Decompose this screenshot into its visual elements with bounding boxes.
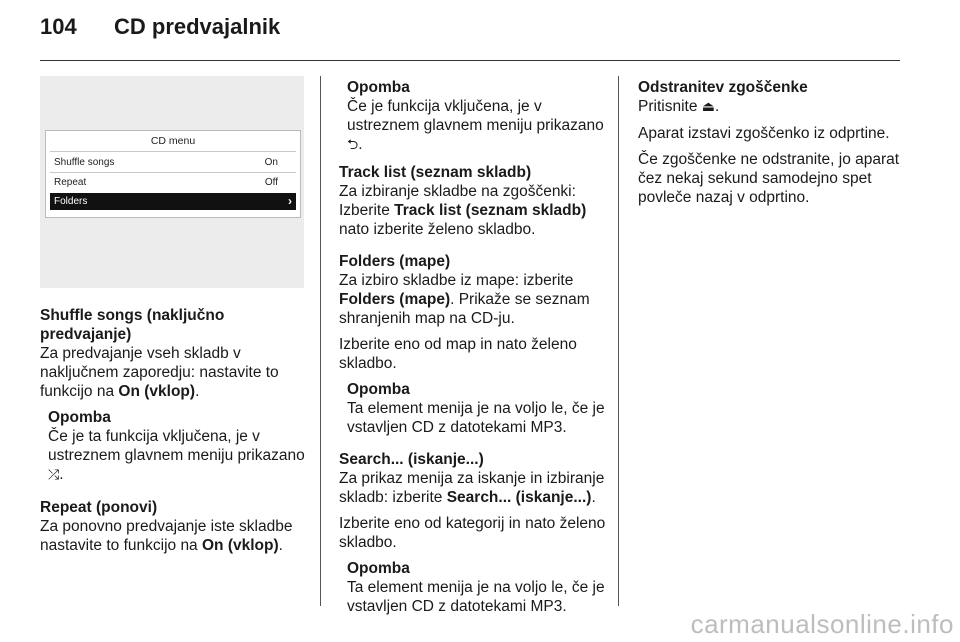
paragraph-repeat [40,517,310,555]
paragraph-search [339,469,607,507]
menu-row-folders [50,193,296,210]
divider [50,151,296,152]
heading-eject: Odstranitev zgoščenke [638,79,808,96]
page-number: 104 [40,14,77,39]
paragraph-search-2: Izberite eno od kategorij in nato želeno skladbo. [339,515,606,551]
note-title: Opomba [347,560,410,577]
paragraph-eject-3: Če zgoščenke ne odstranite, jo aparat čez nekaj sekund samodejno spet povleče nazaj v odprtino. [638,151,900,206]
text: . [591,489,596,506]
emphasis: Search... (iskanje...) [446,489,592,506]
text: nato izberite želeno skladbo. [339,221,536,238]
section-shuffle [40,306,310,485]
text: Za prikaz menija za iskanje in izbiranje skladb: izberite [339,470,605,506]
divider [50,172,296,173]
chapter-title: CD predvajalnik [114,14,281,39]
text: Pritisnite [638,98,702,115]
chevron-right-icon: › [288,194,292,208]
note-shuffle [48,408,310,485]
heading-shuffle: Shuffle songs (naključno predvajanje) [40,307,225,343]
note-title: Opomba [347,381,410,398]
note-folders [347,380,607,437]
section-search [339,450,607,616]
column-3 [638,78,908,214]
section-tracklist [339,163,607,239]
menu-row-label: Repeat [54,177,87,188]
repeat-icon: ⮌ [347,137,359,153]
menu-row-repeat [50,174,296,191]
text: . [358,136,363,153]
paragraph-eject-2: Aparat izstavi zgoščenko iz odprtine. [638,125,890,142]
paragraph-shuffle [40,344,310,401]
heading-folders: Folders (mape) [339,253,451,270]
shuffle-icon: ⤮ [48,467,60,483]
paragraph-eject-1 [638,97,908,117]
text: . [278,537,283,554]
note-text: Če je funkcija vključena, je v ustreznem glavnem meniju prikazano [347,98,604,134]
cd-menu-screen [45,130,301,218]
heading-search: Search... (iskanje...) [339,451,484,468]
eject-icon: ⏏ [701,99,715,115]
paragraph-tracklist [339,182,607,239]
text: . [59,466,64,483]
emphasis: On (vklop) [202,537,279,554]
note-text: Če je ta funkcija vključena, je v ustreznem glavnem meniju prikazano [48,428,305,464]
text: . [195,383,200,400]
paragraph-folders-2: Izberite eno od map in nato želeno skladbo. [339,336,577,372]
menu-row-label: Folders [54,196,88,207]
note-search [347,559,607,616]
text: Za ponovno predvajanje iste skladbe nastavite to funkcijo na [40,518,293,554]
emphasis: Track list (seznam skladb) [394,202,587,219]
note-text: Ta element menija je na voljo le, če je vstavljen CD z datotekami MP3. [347,579,605,615]
note-repeat [347,78,607,155]
menu-row-label: Shuffle songs [54,157,115,168]
column-divider-2 [618,76,619,606]
section-repeat [40,498,310,555]
text: Za izbiranje skladbe na zgoščenki: Izberite [339,183,576,219]
heading-tracklist: Track list (seznam skladb) [339,164,532,181]
emphasis: On (vklop) [118,383,196,400]
screen-title: CD menu [150,135,196,147]
text: . Prikaže se seznam shranjenih map na CD-ju. [339,291,590,327]
menu-row-value: On [264,157,278,168]
column-2 [339,78,607,629]
heading-repeat: Repeat (ponovi) [40,499,158,516]
column-1 [40,306,310,568]
paragraph-folders [339,271,607,328]
note-title: Opomba [48,409,111,426]
text: Za predvajanje vseh skladb v naključnem zaporedju: nastavite to funkcijo na [40,345,279,400]
text: Za izbiro skladbe iz mape: izberite [339,272,574,289]
column-divider-1 [320,76,321,606]
emphasis: Folders (mape) [339,291,451,308]
note-text: Ta element menija je na voljo le, če je vstavljen CD z datotekami MP3. [347,400,605,436]
section-folders [339,252,607,437]
cd-menu-figure [40,76,304,288]
header-rule [40,60,900,61]
menu-row-value: Off [264,177,278,188]
menu-row-shuffle [50,154,296,171]
watermark: carmanualsonline.info [690,609,954,639]
note-title: Opomba [347,79,410,96]
text: . [714,98,720,115]
